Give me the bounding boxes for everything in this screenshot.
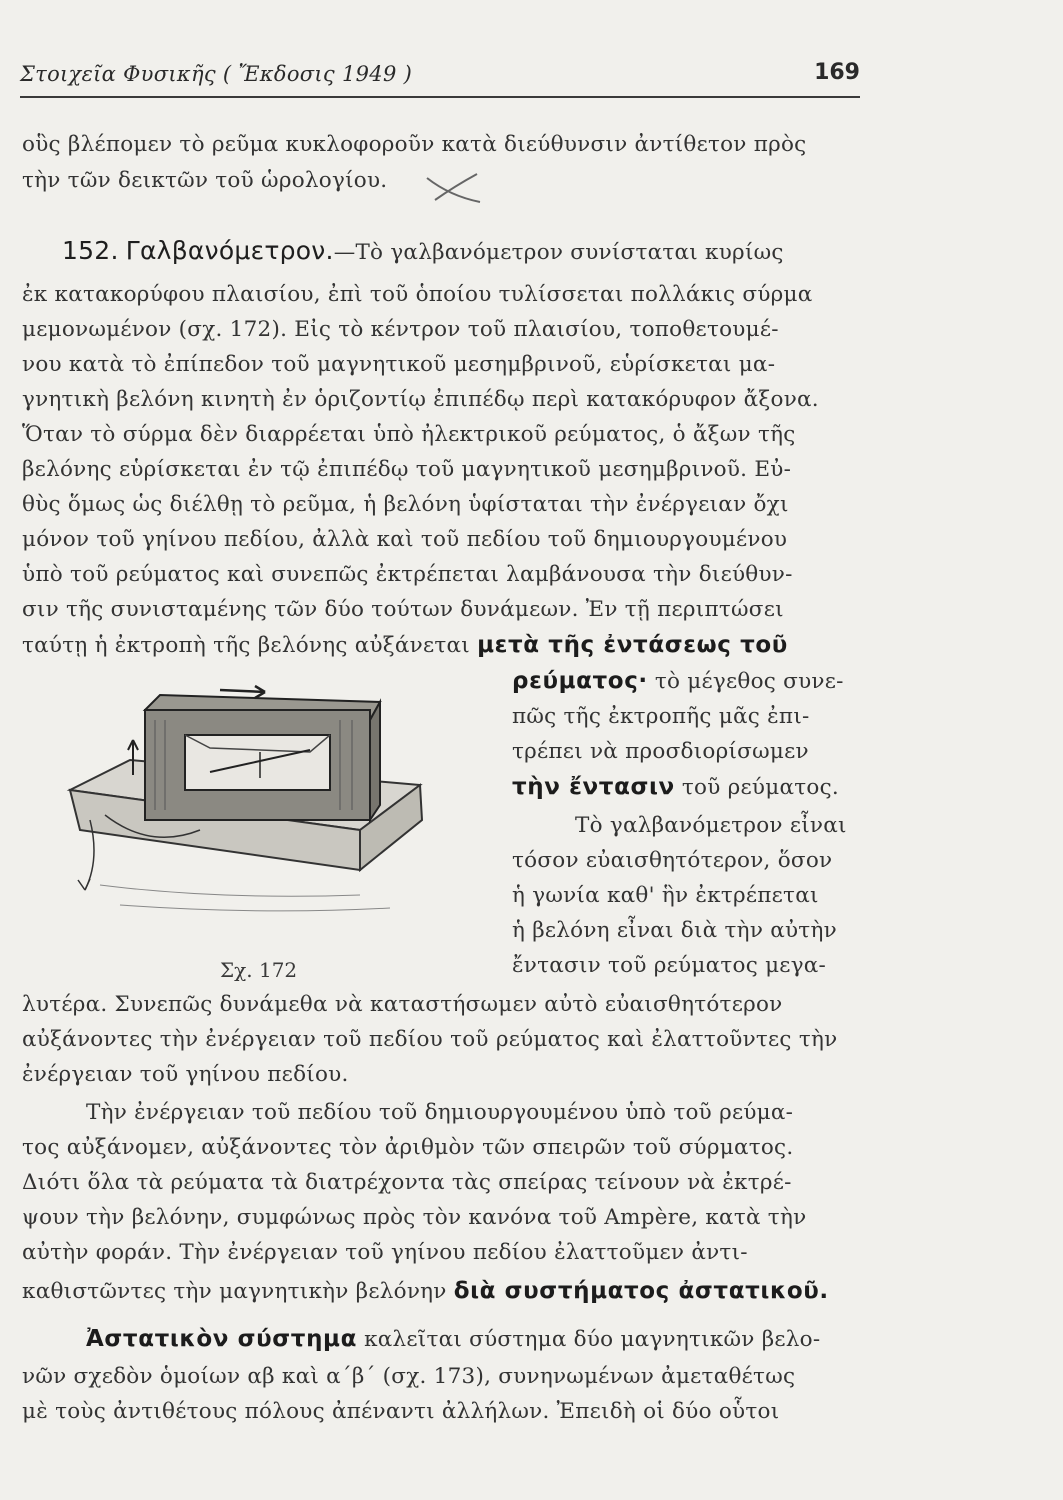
- plain-text: ταύτῃ ἡ ἐκτροπὴ τῆς βελόνης αὐξάνεται: [22, 633, 470, 658]
- text-line: θὺς ὅμως ὡς διέλθῃ τὸ ρεῦμα, ἡ βελόνη ὑφίσταται τὴν ἐνέργειαν ὄχι: [22, 492, 789, 517]
- text-line: οὓς βλέπομεν τὸ ρεῦμα κυκλοφοροῦν κατὰ διεύθυνσιν ἀντίθετον πρὸς: [22, 132, 807, 157]
- text-line-with-bold: [86, 1326, 820, 1352]
- text-line: αὐξάνοντες τὴν ἐνέργειαν τοῦ πεδίου τοῦ ρεύματος καὶ ἐλαττοῦντες τὴν: [22, 1027, 838, 1052]
- text-line: ἡ βελόνη εἶναι διὰ τὴν αὐτὴν: [512, 918, 837, 943]
- text-line-with-bold: [22, 632, 788, 658]
- text-line: γνητικὴ βελόνη κινητὴ ἐν ὁριζοντίῳ ἐπιπέδῳ περὶ κατακόρυφον ἄξονα.: [22, 387, 819, 412]
- text-line: νου κατὰ τὸ ἐπίπεδον τοῦ μαγνητικοῦ μεσημβρινοῦ, εὑρίσκεται μα-: [22, 352, 776, 377]
- bold-term: Ἀστατικὸν σύστημα: [86, 1326, 357, 1352]
- text-line: ἐκ κατακορύφου πλαισίου, ἐπὶ τοῦ ὁποίου τυλίσσεται πολλάκις σύρμα: [22, 282, 813, 307]
- text-line: ἐνέργειαν τοῦ γηίνου πεδίου.: [22, 1062, 349, 1087]
- text-line: ψουν τὴν βελόνην, συμφώνως πρὸς τὸν κανόνα τοῦ Ampère, κατὰ τὴν: [22, 1205, 807, 1230]
- plain-text: καλεῖται σύστημα δύο μαγνητικῶν βελο-: [356, 1327, 821, 1352]
- text-line-with-bold: [512, 774, 839, 800]
- page-header: [20, 60, 860, 98]
- text-line: ἔντασιν τοῦ ρεύματος μεγα-: [512, 953, 827, 978]
- bold-emphasis: διὰ συστήματος ἀστατικοῦ.: [453, 1278, 829, 1304]
- text-line: τος αὐξάνομεν, αὐξάνοντες τὸν ἀριθμὸν τῶν σπειρῶν τοῦ σύρματος.: [22, 1135, 794, 1160]
- galvanometer-illustration: [60, 680, 480, 950]
- text-line: πῶς τῆς ἐκτροπῆς μᾶς ἐπι-: [512, 704, 810, 729]
- text-line: Διότι ὅλα τὰ ρεύματα τὰ διατρέχοντα τὰς σπείρας τείνουν νὰ ἐκτρέ-: [22, 1170, 792, 1195]
- running-title: Στοιχεῖα Φυσικῆς ( Ἔκδοσις 1949 ): [20, 62, 413, 86]
- text-line: Ὅταν τὸ σύρμα δὲν διαρρέεται ὑπὸ ἠλεκτρικοῦ ρεύματος, ὁ ἄξων τῆς: [22, 422, 796, 447]
- text-line: Τὴν ἐνέργειαν τοῦ πεδίου τοῦ δημιουργουμένου ὑπὸ τοῦ ρεύμα-: [86, 1100, 794, 1125]
- plain-text: καθιστῶντες τὴν μαγνητικὴν βελόνην: [22, 1279, 447, 1304]
- section-first-line: —Τὸ γαλβανόμετρον συνίσταται κυρίως: [333, 240, 784, 265]
- text-line: τόσον εὐαισθητότερον, ὅσον: [512, 848, 833, 873]
- pencil-mark: [425, 168, 485, 208]
- text-line: βελόνης εὑρίσκεται ἐν τῷ ἐπιπέδῳ τοῦ μαγνητικοῦ μεσημβρινοῦ. Εὐ-: [22, 457, 792, 482]
- text-line: ἡ γωνία καθ' ἣν ἐκτρέπεται: [512, 883, 819, 908]
- text-line-with-bold: [512, 668, 844, 694]
- text-line-with-bold: [22, 1278, 829, 1304]
- text-line: λυτέρα. Συνεπῶς δυνάμεθα νὰ καταστήσωμεν αὐτὸ εὐαισθητότερον: [22, 992, 783, 1017]
- text-line: αὐτὴν φοράν. Τὴν ἐνέργειαν τοῦ γηίνου πεδίου ἐλαττοῦμεν ἀντι-: [22, 1240, 748, 1265]
- plain-text: τὸ μέγεθος συνε-: [647, 669, 844, 694]
- section-number: 152.: [62, 236, 119, 265]
- bold-emphasis: μετὰ τῆς ἐντάσεως τοῦ: [477, 632, 788, 658]
- figure-caption: Σχ. 172: [220, 958, 298, 982]
- text-line: μεμονωμένον (σχ. 172). Εἰς τὸ κέντρον τοῦ πλαισίου, τοποθετουμέ-: [22, 317, 779, 342]
- text-line: μόνον τοῦ γηίνου πεδίου, ἀλλὰ καὶ τοῦ πεδίου τοῦ δημιουργουμένου: [22, 527, 788, 552]
- plain-text: τοῦ ρεύματος.: [674, 775, 839, 800]
- text-line: μὲ τοὺς ἀντιθέτους πόλους ἀπέναντι ἀλλήλων. Ἐπειδὴ οἱ δύο οὗτοι: [22, 1399, 780, 1424]
- bold-emphasis: ρεύματος·: [512, 668, 648, 694]
- text-line: τὴν τῶν δεικτῶν τοῦ ὡρολογίου.: [22, 168, 388, 193]
- text-line: Τὸ γαλβανόμετρον εἶναι: [575, 813, 847, 838]
- bold-emphasis: τὴν ἔντασιν: [512, 774, 675, 800]
- text-line: τρέπει νὰ προσδιορίσωμεν: [512, 739, 809, 764]
- page-number: 169: [814, 60, 860, 85]
- text-line: νῶν σχεδὸν ὁμοίων αβ καὶ α΄β΄ (σχ. 173), συνηνωμένων ἀμεταθέτως: [22, 1364, 796, 1389]
- text-line: σιν τῆς συνισταμένης τῶν δύο τούτων δυνάμεων. Ἐν τῇ περιπτώσει: [22, 597, 784, 622]
- section-title: Γαλβανόμετρον.: [125, 236, 334, 265]
- text-line: ὑπὸ τοῦ ρεύματος καὶ συνεπῶς ἐκτρέπεται λαμβάνουσα τὴν διεύθυν-: [22, 562, 793, 587]
- section-heading-line: [62, 236, 784, 265]
